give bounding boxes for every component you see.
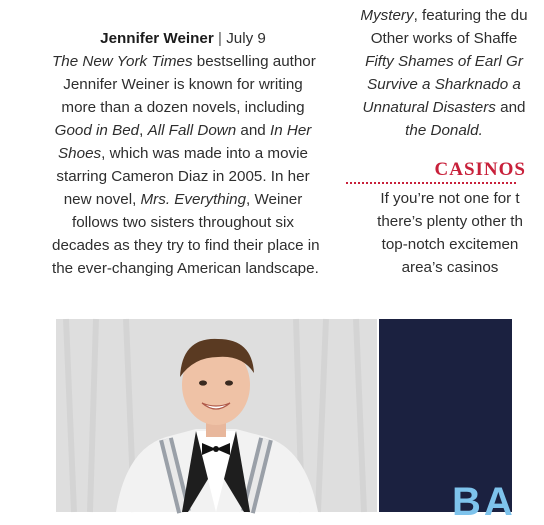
poster-text: BA [452,480,516,524]
event-byline [52,27,314,50]
text-fragment: , featuring the du [413,7,528,24]
text-line: Survive a Sharknado a [367,76,521,93]
text-line: Other works of Shaffe [370,30,518,47]
byline-separator: | [213,30,227,47]
book-title: Mystery [360,7,414,24]
text-line: decades as they try to find their place in [52,237,320,254]
text-line: there’s plenty other th [377,213,523,230]
text-fragment: , Weiner [246,191,303,208]
text-fragment: , [139,122,148,139]
text-line: more than a dozen novels, including [61,99,305,116]
text-line [52,50,314,73]
photo-boy-in-tuxedo [56,319,377,512]
author-name: Jennifer Weiner [100,30,214,47]
text-line: If you’re not one for t [380,190,520,207]
text-line [52,142,314,165]
text-line: Jennifer Weiner is known for writing [63,76,303,93]
left-article-column [52,27,320,280]
text-line [344,96,544,119]
text-line: top-notch excitemen [381,236,519,253]
photo-illustration [56,319,377,512]
right-article-column [344,4,544,142]
book-title: In Her [269,122,312,139]
text-line [52,119,314,142]
text-line [52,188,314,211]
text-line: follows two sisters throughout six [72,214,294,231]
text-fragment: and [236,122,270,139]
text-line: Fifty Shames of Earl Gr [365,53,523,70]
book-title: All Fall Down [147,122,237,139]
book-title: Good in Bed [54,122,140,139]
publication-title: The New York Times [52,53,193,70]
book-title: Mrs. Everything [140,191,247,208]
text-line [344,4,544,27]
text-line: the Donald. [405,122,483,139]
text-line: the ever-changing American landscape. [52,260,319,277]
event-date: July 9 [226,30,266,47]
book-title: Unnatural Disasters [362,99,496,116]
text-fragment: and [495,99,526,116]
text-fragment: bestselling author [192,53,316,70]
text-line: starring Cameron Diaz in 2005. In her [56,168,310,185]
section-heading-casinos: CASINOS [434,159,526,180]
casinos-paragraph [360,187,540,279]
text-fragment: new novel, [63,191,141,208]
section-divider [346,182,516,184]
text-line: area’s casinos [401,259,499,276]
book-title: Shoes [58,145,102,162]
text-fragment: , which was made into a movie [101,145,308,162]
